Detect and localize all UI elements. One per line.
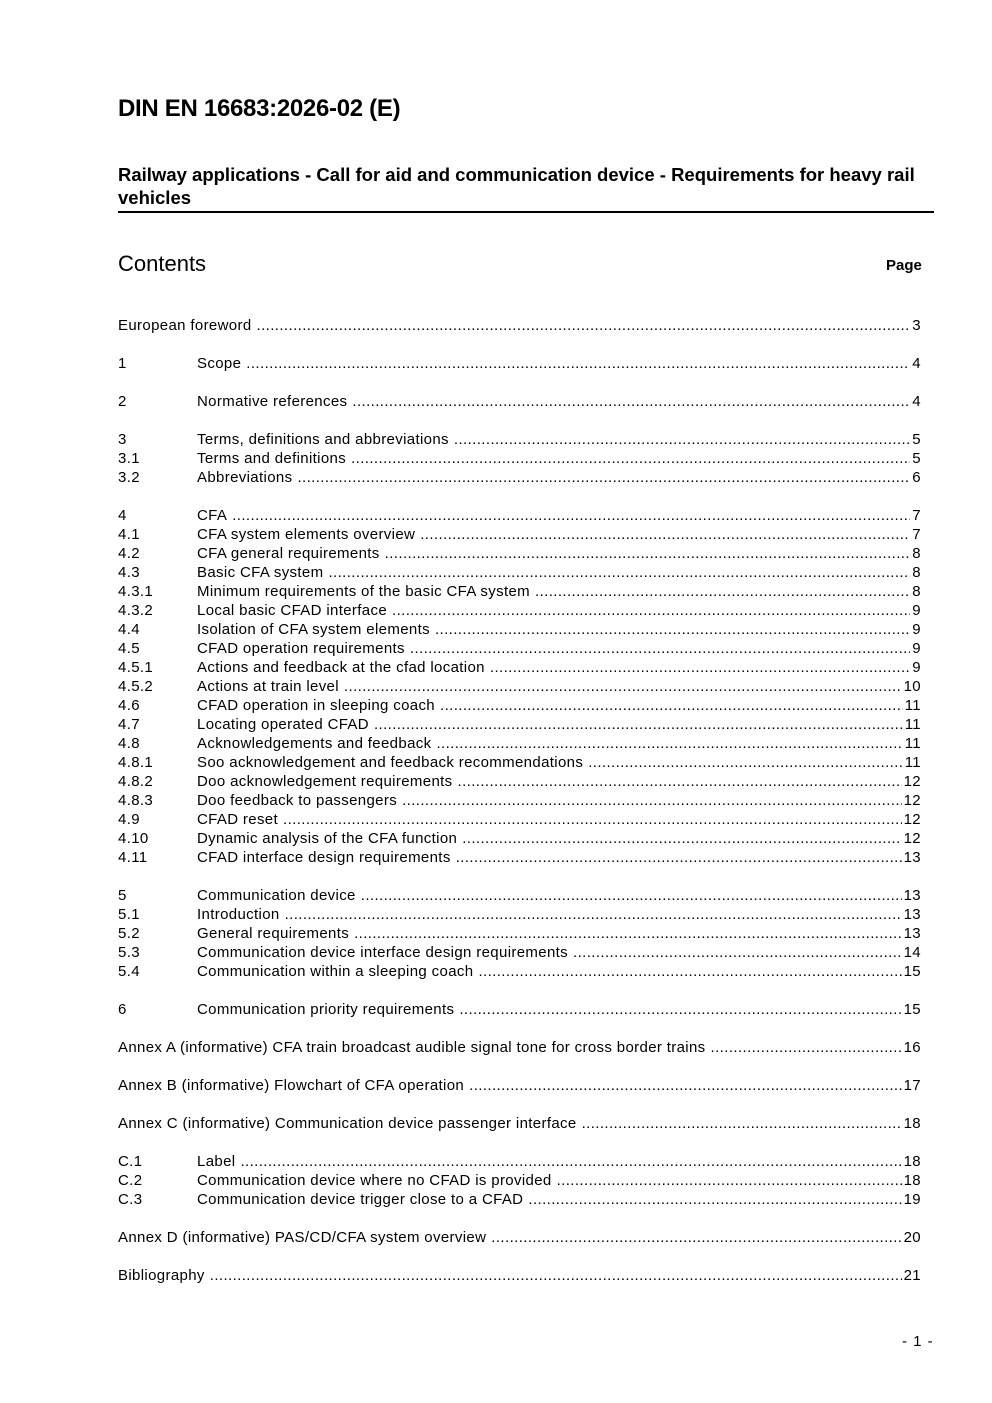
toc-entry-title: Scope <box>197 355 242 372</box>
toc-entry-page: 8 <box>912 583 921 600</box>
toc-entry-number: C.3 <box>118 1191 143 1208</box>
toc-entry-number: 4.10 <box>118 830 149 847</box>
toc-dot-leader <box>440 696 903 715</box>
toc-entry-number: 4.3 <box>118 564 140 581</box>
toc-entry-title: Bibliography <box>118 1267 205 1284</box>
toc-dot-leader <box>354 924 902 943</box>
table-of-contents <box>118 0 921 1403</box>
toc-entry-number: 4.7 <box>118 716 140 733</box>
toc-dot-leader <box>328 563 910 582</box>
toc-entry-title: Introduction <box>197 906 280 923</box>
toc-entry-page: 9 <box>912 659 921 676</box>
toc-entry-number: 2 <box>118 393 127 410</box>
toc-entry-page: 11 <box>904 716 921 733</box>
toc-entry-number: 4.8.3 <box>118 792 154 809</box>
toc-entry-number: 3.1 <box>118 450 140 467</box>
toc-entry-number: 4.6 <box>118 697 140 714</box>
toc-entry-page: 8 <box>912 564 921 581</box>
toc-dot-leader <box>351 449 910 468</box>
toc-dot-leader <box>557 1171 902 1190</box>
toc-entry-title: Communication within a sleeping coach <box>197 963 474 980</box>
toc-dot-leader <box>385 544 911 563</box>
toc-entry[interactable] <box>118 1038 921 1057</box>
toc-entry-number: 4.11 <box>118 849 148 866</box>
toc-dot-leader <box>392 601 910 620</box>
toc-entry-title: CFA system elements overview <box>197 526 416 543</box>
toc-entry-title: General requirements <box>197 925 350 942</box>
toc-entry[interactable] <box>118 1000 921 1019</box>
toc-entry-page: 14 <box>903 944 921 961</box>
toc-entry-page: 12 <box>903 811 921 828</box>
toc-entry-page: 13 <box>903 906 921 923</box>
toc-entry-title: Terms, definitions and abbreviations <box>197 431 449 448</box>
toc-entry-number: C.1 <box>118 1153 143 1170</box>
toc-entry-page: 6 <box>912 469 921 486</box>
toc-entry[interactable] <box>118 1228 921 1247</box>
toc-entry[interactable] <box>118 316 921 335</box>
toc-entry-page: 11 <box>904 735 921 752</box>
toc-entry-page: 21 <box>903 1267 921 1284</box>
toc-entry-number: 6 <box>118 1001 127 1018</box>
toc-entry-title: European foreword <box>118 317 252 334</box>
toc-entry-title: CFAD operation requirements <box>197 640 405 657</box>
toc-entry-number: 4.5 <box>118 640 140 657</box>
toc-entry-title: Actions at train level <box>197 678 339 695</box>
toc-dot-leader <box>573 943 902 962</box>
toc-entry-number: 4.1 <box>118 526 140 543</box>
toc-entry[interactable] <box>118 506 921 525</box>
toc-dot-leader <box>535 582 910 601</box>
toc-dot-leader <box>711 1038 902 1057</box>
toc-entry[interactable] <box>118 1266 921 1285</box>
toc-entry[interactable] <box>118 734 921 753</box>
toc-entry[interactable] <box>118 924 921 943</box>
toc-entry-number: 1 <box>118 355 127 372</box>
toc-entry[interactable] <box>118 1076 921 1095</box>
toc-entry-page: 5 <box>912 450 921 467</box>
toc-entry-page: 12 <box>903 792 921 809</box>
toc-dot-leader <box>420 525 910 544</box>
toc-entry-number: 4.8.1 <box>118 754 154 771</box>
toc-entry-number: 4.3.2 <box>118 602 154 619</box>
toc-dot-leader <box>210 1266 902 1285</box>
toc-entry[interactable] <box>118 354 921 373</box>
toc-entry[interactable] <box>118 1171 921 1190</box>
toc-entry-number: 5.4 <box>118 963 140 980</box>
toc-entry-title: Communication device trigger close to a CFAD <box>197 1191 524 1208</box>
toc-entry-page: 12 <box>903 773 921 790</box>
toc-entry-page: 18 <box>903 1172 921 1189</box>
toc-dot-leader <box>257 316 911 335</box>
toc-entry-title: Minimum requirements of the basic CFA system <box>197 583 531 600</box>
toc-entry-title: CFAD reset <box>197 811 279 828</box>
toc-entry[interactable] <box>118 905 921 924</box>
toc-entry-title: Communication device interface design requirements <box>197 944 569 961</box>
toc-entry-title: Annex B (informative) Flowchart of CFA operation <box>118 1077 465 1094</box>
toc-dot-leader <box>285 905 902 924</box>
toc-entry-number: 5.1 <box>118 906 140 923</box>
toc-entry-title: CFAD interface design requirements <box>197 849 451 866</box>
toc-dot-leader <box>454 430 910 449</box>
toc-dot-leader <box>462 829 901 848</box>
toc-dot-leader <box>435 620 910 639</box>
toc-entry-page: 20 <box>903 1229 921 1246</box>
toc-dot-leader <box>283 810 902 829</box>
toc-dot-leader <box>478 962 901 981</box>
toc-entry[interactable] <box>118 468 921 487</box>
toc-entry-page: 18 <box>903 1153 921 1170</box>
toc-entry[interactable] <box>118 392 921 411</box>
toc-entry[interactable] <box>118 1152 921 1171</box>
toc-entry-number: 4 <box>118 507 127 524</box>
toc-entry-page: 9 <box>912 602 921 619</box>
toc-entry-page: 7 <box>912 507 921 524</box>
toc-entry-page: 10 <box>903 678 921 695</box>
toc-entry[interactable] <box>118 639 921 658</box>
toc-entry[interactable] <box>118 601 921 620</box>
toc-entry-number: 5.3 <box>118 944 140 961</box>
toc-entry[interactable] <box>118 1190 921 1209</box>
toc-dot-leader <box>469 1076 901 1095</box>
document-id: DIN EN 16683:2026-02 (E) <box>118 95 401 122</box>
toc-entry-title: Communication device <box>197 887 356 904</box>
toc-dot-leader <box>458 772 902 791</box>
toc-entry-title: Label <box>197 1153 236 1170</box>
footer-page-number: - 1 - <box>902 1333 934 1350</box>
toc-dot-leader <box>246 354 910 373</box>
toc-entry-page: 15 <box>903 1001 921 1018</box>
toc-dot-leader <box>344 677 902 696</box>
toc-entry-title: Terms and definitions <box>197 450 347 467</box>
toc-entry-page: 15 <box>903 963 921 980</box>
toc-entry-title: Communication device where no CFAD is provided <box>197 1172 552 1189</box>
toc-entry-number: 4.3.1 <box>118 583 154 600</box>
toc-dot-leader <box>528 1190 901 1209</box>
toc-entry[interactable] <box>118 810 921 829</box>
toc-entry-page: 4 <box>912 393 921 410</box>
toc-entry-page: 11 <box>904 697 921 714</box>
toc-entry[interactable] <box>118 943 921 962</box>
toc-entry-number: 5 <box>118 887 127 904</box>
toc-entry-page: 11 <box>904 754 921 771</box>
toc-entry-number: 4.5.1 <box>118 659 154 676</box>
toc-entry-page: 19 <box>903 1191 921 1208</box>
toc-entry-title: Annex D (informative) PAS/CD/CFA system overview <box>118 1229 487 1246</box>
toc-entry-page: 8 <box>912 545 921 562</box>
toc-dot-leader <box>361 886 902 905</box>
toc-entry-page: 13 <box>903 849 921 866</box>
toc-dot-leader <box>588 753 903 772</box>
toc-entry-page: 16 <box>903 1039 921 1056</box>
toc-dot-leader <box>297 468 910 487</box>
toc-entry-title: CFAD operation in sleeping coach <box>197 697 436 714</box>
toc-entry[interactable] <box>118 620 921 639</box>
toc-entry-number: 5.2 <box>118 925 140 942</box>
toc-entry-number: 3.2 <box>118 469 140 486</box>
toc-entry[interactable] <box>118 1114 921 1133</box>
toc-entry-title: Isolation of CFA system elements <box>197 621 430 638</box>
toc-entry[interactable] <box>118 829 921 848</box>
toc-entry-number: 4.8 <box>118 735 140 752</box>
toc-entry-page: 12 <box>903 830 921 847</box>
toc-entry-page: 18 <box>903 1115 921 1132</box>
toc-dot-leader <box>436 734 902 753</box>
toc-entry-number: 4.9 <box>118 811 140 828</box>
toc-entry-page: 17 <box>903 1077 921 1094</box>
toc-entry[interactable] <box>118 962 921 981</box>
toc-entry-page: 9 <box>912 640 921 657</box>
toc-entry-page: 7 <box>912 526 921 543</box>
toc-entry-page: 5 <box>912 431 921 448</box>
toc-entry-title: Acknowledgements and feedback <box>197 735 432 752</box>
toc-entry[interactable] <box>118 696 921 715</box>
toc-dot-leader <box>402 791 902 810</box>
toc-entry-page: 3 <box>912 317 921 334</box>
toc-entry-title: CFA <box>197 507 228 524</box>
toc-entry[interactable] <box>118 449 921 468</box>
toc-entry[interactable] <box>118 791 921 810</box>
toc-entry-title: Annex C (informative) Communication device passenger interface <box>118 1115 577 1132</box>
toc-entry[interactable] <box>118 430 921 449</box>
toc-entry[interactable] <box>118 658 921 677</box>
toc-entry-page: 9 <box>912 621 921 638</box>
toc-entry-number: 4.8.2 <box>118 773 154 790</box>
toc-dot-leader <box>582 1114 902 1133</box>
toc-entry[interactable] <box>118 677 921 696</box>
toc-dot-leader <box>374 715 903 734</box>
toc-entry-title: Normative references <box>197 393 348 410</box>
toc-entry-page: 13 <box>903 925 921 942</box>
toc-dot-leader <box>352 392 910 411</box>
toc-entry[interactable] <box>118 753 921 772</box>
toc-entry[interactable] <box>118 563 921 582</box>
toc-entry-title: Soo acknowledgement and feedback recommendations <box>197 754 584 771</box>
toc-entry[interactable] <box>118 544 921 563</box>
toc-dot-leader <box>456 848 902 867</box>
toc-entry-number: 3 <box>118 431 127 448</box>
toc-dot-leader <box>240 1152 901 1171</box>
toc-dot-leader <box>232 506 910 525</box>
toc-entry-title: Basic CFA system <box>197 564 324 581</box>
toc-dot-leader <box>410 639 910 658</box>
toc-entry-title: Local basic CFAD interface <box>197 602 388 619</box>
contents-heading: Contents <box>118 251 207 276</box>
toc-entry-title: Doo acknowledgement requirements <box>197 773 453 790</box>
toc-entry-number: 4.2 <box>118 545 140 562</box>
toc-entry-title: Locating operated CFAD <box>197 716 369 733</box>
toc-entry[interactable] <box>118 886 921 905</box>
toc-entry[interactable] <box>118 525 921 544</box>
toc-entry-title: Dynamic analysis of the CFA function <box>197 830 458 847</box>
toc-entry-title: Doo feedback to passengers <box>197 792 398 809</box>
toc-entry-number: 4.5.2 <box>118 678 154 695</box>
toc-entry[interactable] <box>118 715 921 734</box>
toc-entry-title: Annex A (informative) CFA train broadcast audible signal tone for cross border trains <box>118 1039 706 1056</box>
toc-entry[interactable] <box>118 582 921 601</box>
toc-entry[interactable] <box>118 772 921 791</box>
toc-entry-title: CFA general requirements <box>197 545 380 562</box>
toc-entry-number: 4.4 <box>118 621 140 638</box>
toc-dot-leader <box>491 1228 901 1247</box>
toc-dot-leader <box>490 658 910 677</box>
toc-entry-page: 4 <box>912 355 921 372</box>
toc-dot-leader <box>459 1000 901 1019</box>
document-subtitle: Railway applications - Call for aid and communication device - Requirements for heavy rail vehicles <box>118 163 934 213</box>
toc-entry-title: Actions and feedback at the cfad location <box>197 659 485 676</box>
toc-entry-title: Communication priority requirements <box>197 1001 455 1018</box>
toc-entry-title: Abbreviations <box>197 469 293 486</box>
toc-entry[interactable] <box>118 848 921 867</box>
toc-entry-number: C.2 <box>118 1172 143 1189</box>
toc-entry-page: 13 <box>903 887 921 904</box>
page-column-heading: Page <box>886 257 922 274</box>
